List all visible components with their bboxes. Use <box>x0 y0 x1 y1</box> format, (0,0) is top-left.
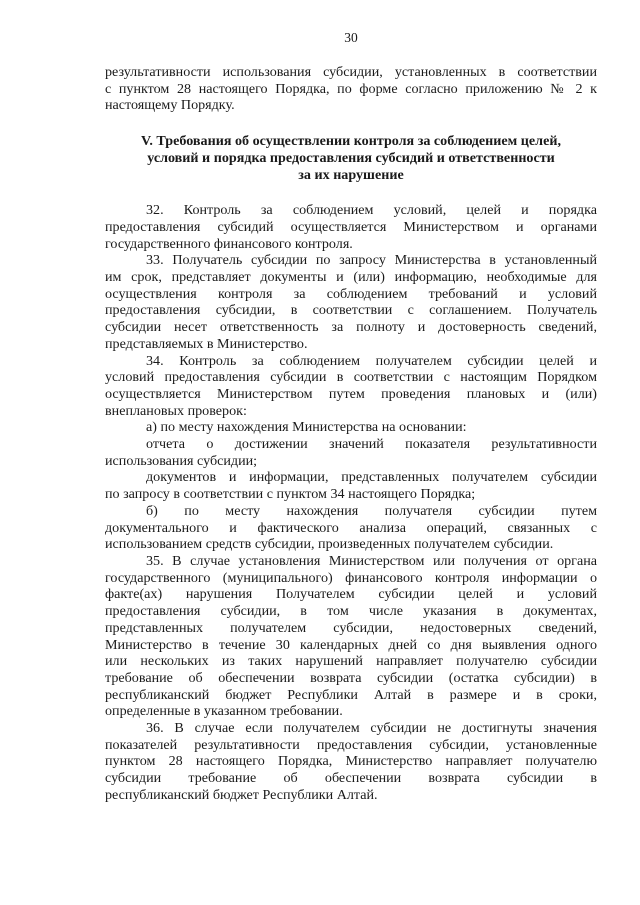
text-line: представляемых в Министерство. <box>105 335 308 352</box>
text-line: государственного (муниципального) финансового контроля информации о <box>105 569 597 586</box>
text-line: 35. В случае установления Министерством или получения от органа <box>146 552 597 569</box>
text-line: использования субсидии; <box>105 452 258 469</box>
text-line: документального и фактического анализа операций, связанных с <box>105 519 597 536</box>
text-line: 33. Получатель субсидии по запросу Министерства в установленный <box>146 252 597 269</box>
text-line: 36. В случае если получателем субсидии не достигнуты значения <box>146 720 597 737</box>
text-line: осуществляется Министерством путем проведения плановых и (или) <box>105 385 597 402</box>
text-line: с пунктом 28 настоящего Порядка, по форме согласно приложению № 2 к <box>105 80 597 97</box>
text-line: отчета о достижении значений показателя результативности <box>146 436 597 453</box>
paragraph <box>105 503 597 553</box>
text-line: настоящему Порядку. <box>105 97 235 114</box>
text-line: им срок, представляет документы и (или) информацию, необходимые для <box>105 269 597 286</box>
text-line: представленных получателем субсидии, недостоверных сведений, <box>105 619 597 636</box>
paragraph <box>105 469 597 502</box>
paragraph <box>105 553 597 720</box>
text-line: субсидии требование об обеспечении возврата субсидии в <box>105 770 597 787</box>
paragraph <box>105 353 597 420</box>
text-line: республиканский бюджет Республики Алтай. <box>105 786 378 803</box>
text-line: а) по месту нахождения Министерства на основании: <box>146 419 467 436</box>
page-number: 30 <box>344 30 358 45</box>
text-line: документов и информации, представленных получателем субсидии <box>146 469 597 486</box>
intro-paragraph <box>105 64 597 114</box>
text-line: 32. Контроль за соблюдением условий, целей и порядка <box>146 202 597 219</box>
text-line: предоставления субсидии, в соответствии с соглашением. Получатель <box>105 302 597 319</box>
text-line: осуществления контроля за соблюдением требований и условий <box>105 285 597 302</box>
text-line: государственного финансового контроля. <box>105 235 353 252</box>
text-line: факте(ах) нарушения Получателем субсидии целей и условий <box>105 586 597 603</box>
heading-line: V. Требования об осуществлении контроля за соблюдением целей, <box>141 133 561 150</box>
heading-line: условий и порядка предоставления субсидий и ответственности <box>147 149 555 166</box>
text-line: требование об обеспечении возврата субсидии (остатка субсидии) в <box>105 669 597 686</box>
text-line: субсидии несет ответственность за полноту и достоверность сведений, <box>105 319 597 336</box>
text-line: пунктом 28 настоящего Порядка, Министерство направляет получателю <box>105 753 597 770</box>
paragraph-list <box>105 202 597 803</box>
text-line: результативности использования субсидии, установленных в соответствии <box>105 64 597 80</box>
heading-line: за их нарушение <box>298 166 404 183</box>
text-line: Министерство в течение 30 календарных дней со дня выявления одного <box>105 636 597 653</box>
text-line: использованием средств субсидии, произведенных получателем субсидии. <box>105 536 554 553</box>
text-line: предоставления субсидии, в том числе указания в документах, <box>105 603 597 620</box>
text-line: 34. Контроль за соблюдением получателем субсидии целей и <box>146 352 597 369</box>
text-line: б) по месту нахождения получателя субсидии путем <box>146 502 597 519</box>
section-heading <box>105 133 597 183</box>
paragraph <box>105 720 597 804</box>
text-line: определенные в указанном требовании. <box>105 703 343 720</box>
text-line: по запросу в соответствии с пунктом 34 настоящего Порядка; <box>105 486 476 503</box>
text-line: показателей результативности предоставления субсидии, установленные <box>105 736 597 753</box>
text-line: или нескольких из таких нарушений направляет получателю субсидии <box>105 653 597 670</box>
document-body <box>105 64 597 804</box>
paragraph <box>105 252 597 352</box>
text-line: предоставления субсидий осуществляется Министерством и органами <box>105 218 597 235</box>
text-line: республиканский бюджет Республики Алтай в размере и в сроки, <box>105 686 597 703</box>
paragraph <box>105 436 597 469</box>
paragraph <box>105 202 597 252</box>
text-line: условий предоставления субсидии в соответствии с настоящим Порядком <box>105 369 597 386</box>
text-line: внеплановых проверок: <box>105 402 247 419</box>
paragraph <box>105 419 597 436</box>
